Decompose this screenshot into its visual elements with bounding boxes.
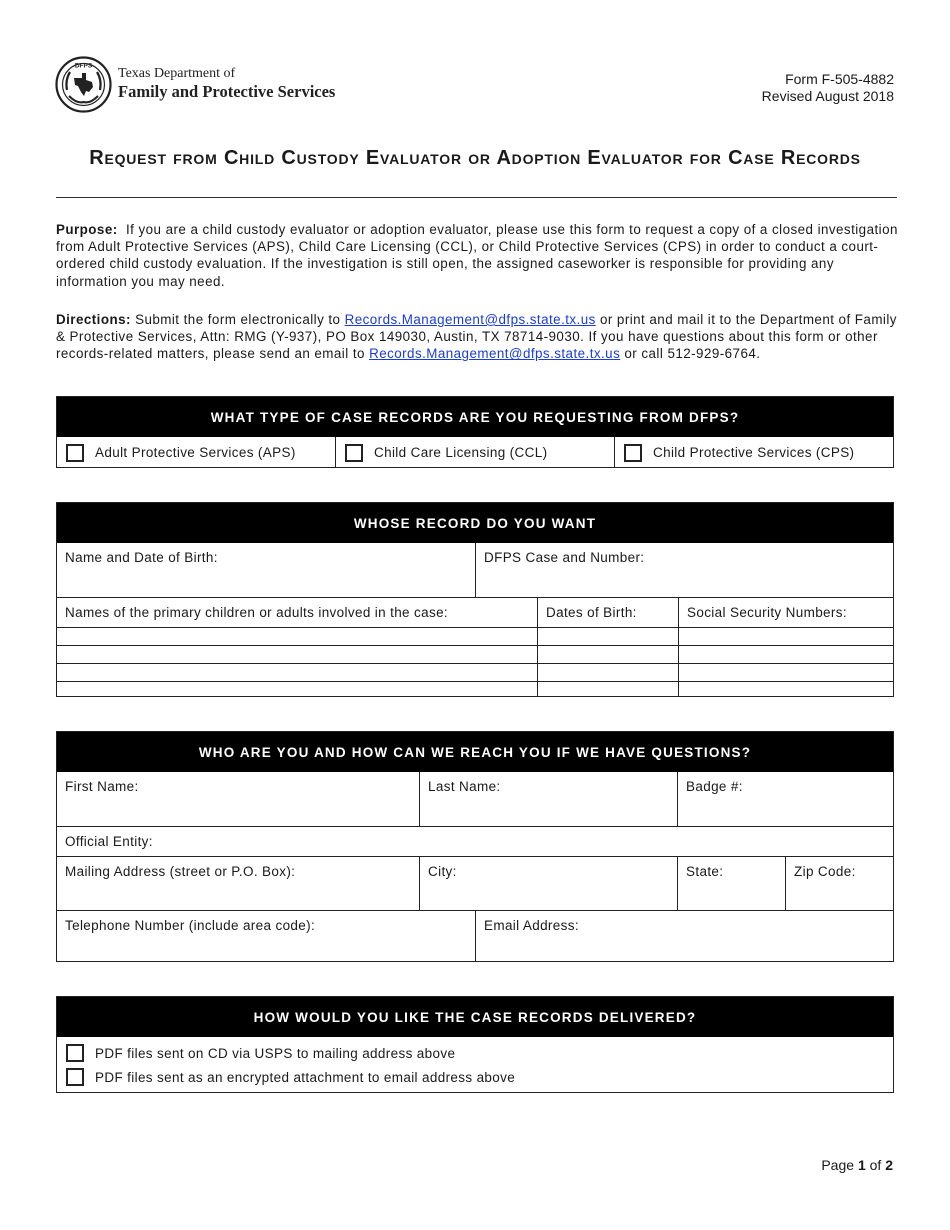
involved-name-cell[interactable] [57, 646, 538, 663]
records-email-link[interactable]: Records.Management@dfps.state.tx.us [344, 312, 596, 327]
involved-header-row [57, 597, 893, 627]
col-dob-header: Dates of Birth: [538, 598, 679, 627]
col-ssn-header: Social Security Numbers: [687, 605, 847, 620]
aps-checkbox[interactable] [66, 444, 84, 462]
involved-ssn-cell[interactable] [679, 682, 893, 697]
involved-dob-cell[interactable] [538, 682, 679, 697]
entity-row [57, 826, 893, 856]
involved-name-cell[interactable] [57, 682, 538, 697]
involved-dob-cell[interactable] [538, 646, 679, 663]
agency-line-2: Family and Protective Services [118, 81, 336, 101]
whose-record-section [56, 502, 894, 697]
name-row [57, 772, 893, 826]
form-title: Request from Child Custody Evaluator or Adoption Evaluator for Case Records [89, 147, 861, 169]
whose-record-heading: WHOSE RECORD DO YOU WANT [57, 503, 893, 543]
form-number: Form F-505-4882 [785, 71, 894, 87]
revised-date: Revised August 2018 [761, 88, 894, 104]
involved-row [57, 663, 893, 681]
name-dob-field[interactable]: Name and Date of Birth: [57, 543, 476, 597]
involved-row [57, 627, 893, 645]
delivery-option-email [57, 1065, 893, 1089]
involved-ssn-cell[interactable] [679, 646, 893, 663]
involved-row [57, 681, 893, 697]
delivery-heading: HOW WOULD YOU LIKE THE CASE RECORDS DELIVERED? [57, 997, 893, 1037]
title-divider [56, 197, 897, 198]
records-email-link-2[interactable]: Records.Management@dfps.state.tx.us [369, 346, 621, 362]
city-field[interactable]: City: [420, 857, 678, 910]
option-aps [57, 437, 336, 468]
delivery-options [57, 1037, 893, 1089]
page-total: 2 [885, 1157, 893, 1173]
aps-label: Adult Protective Services (APS) [95, 445, 296, 460]
involved-name-cell[interactable] [57, 664, 538, 681]
page-word: Page [821, 1157, 855, 1173]
page-current: 1 [857, 1157, 866, 1173]
directions-text-2: or print and mail it to the Department of Family & Protective Services, Attn: RMG (Y-937), PO Box 149030, Austin, TX 78714-9030. If you have questions about this form or other records-related matters, please send an email to [56, 312, 897, 362]
option-cps [615, 437, 893, 468]
last-name-field[interactable]: Last Name: [420, 772, 678, 826]
directions-text-3: or call 512-929-6764. [624, 346, 761, 362]
email-address-field[interactable]: Email Address: [484, 918, 579, 933]
subject-row [57, 543, 893, 597]
mailing-address-field[interactable]: Mailing Address (street or P.O. Box): [57, 857, 420, 910]
involved-dob-cell[interactable] [538, 628, 679, 645]
record-type-options [57, 437, 893, 468]
of-word: of [869, 1157, 882, 1173]
delivery-section [56, 996, 894, 1093]
page-number [821, 1157, 893, 1173]
directions-text-1: Submit the form electronically to [135, 312, 341, 327]
dfps-logo [55, 55, 355, 113]
dfps-seal-icon [55, 56, 112, 113]
involved-row [57, 645, 893, 663]
record-type-heading: WHAT TYPE OF CASE RECORDS ARE YOU REQUESTING FROM DFPS? [57, 397, 893, 437]
first-name-field[interactable]: First Name: [57, 772, 420, 826]
purpose-label: Purpose: [56, 222, 118, 237]
telephone-field[interactable]: Telephone Number (include area code): [57, 911, 476, 962]
option-ccl [336, 437, 615, 468]
involved-dob-cell[interactable] [538, 664, 679, 681]
requester-section [56, 731, 894, 962]
ccl-checkbox[interactable] [345, 444, 363, 462]
cd-checkbox[interactable] [66, 1044, 84, 1062]
col-names-header: Names of the primary children or adults involved in the case: [57, 598, 538, 627]
purpose-text: If you are a child custody evaluator or adoption evaluator, please use this form to request a copy of a closed investigation from Adult Protective Services (APS), Child Care Licensing (CCL), or Child Protective Services (CPS) in order to conduct a court-ordered child custody evaluation. If the investigation is still open, the assigned caseworker is responsible for providing any information you may need. [56, 222, 898, 289]
seal-text: DFPS [74, 62, 93, 69]
delivery-option-cd [57, 1041, 893, 1065]
purpose-paragraph [56, 221, 901, 290]
record-type-section [56, 396, 894, 468]
cps-label: Child Protective Services (CPS) [653, 445, 855, 460]
email-checkbox[interactable] [66, 1068, 84, 1086]
agency-name [118, 66, 335, 101]
form-number-block [762, 71, 894, 105]
case-number-field[interactable]: DFPS Case and Number: [484, 550, 645, 565]
ccl-label: Child Care Licensing (CCL) [374, 445, 548, 460]
state-field[interactable]: State: [678, 857, 786, 910]
cd-label: PDF files sent on CD via USPS to mailing address above [95, 1045, 456, 1061]
zip-code-field[interactable]: Zip Code: [794, 864, 856, 879]
contact-row [57, 910, 893, 962]
involved-ssn-cell[interactable] [679, 628, 893, 645]
directions-paragraph [56, 311, 901, 363]
agency-line-1: Texas Department of [118, 66, 236, 82]
official-entity-field[interactable]: Official Entity: [65, 834, 153, 849]
requester-heading: WHO ARE YOU AND HOW CAN WE REACH YOU IF WE HAVE QUESTIONS? [57, 732, 893, 772]
badge-field[interactable]: Badge #: [686, 779, 743, 794]
address-row [57, 856, 893, 910]
directions-label: Directions: [56, 312, 131, 327]
involved-ssn-cell[interactable] [679, 664, 893, 681]
email-delivery-label: PDF files sent as an encrypted attachment to email address above [95, 1069, 516, 1085]
involved-name-cell[interactable] [57, 628, 538, 645]
cps-checkbox[interactable] [624, 444, 642, 462]
